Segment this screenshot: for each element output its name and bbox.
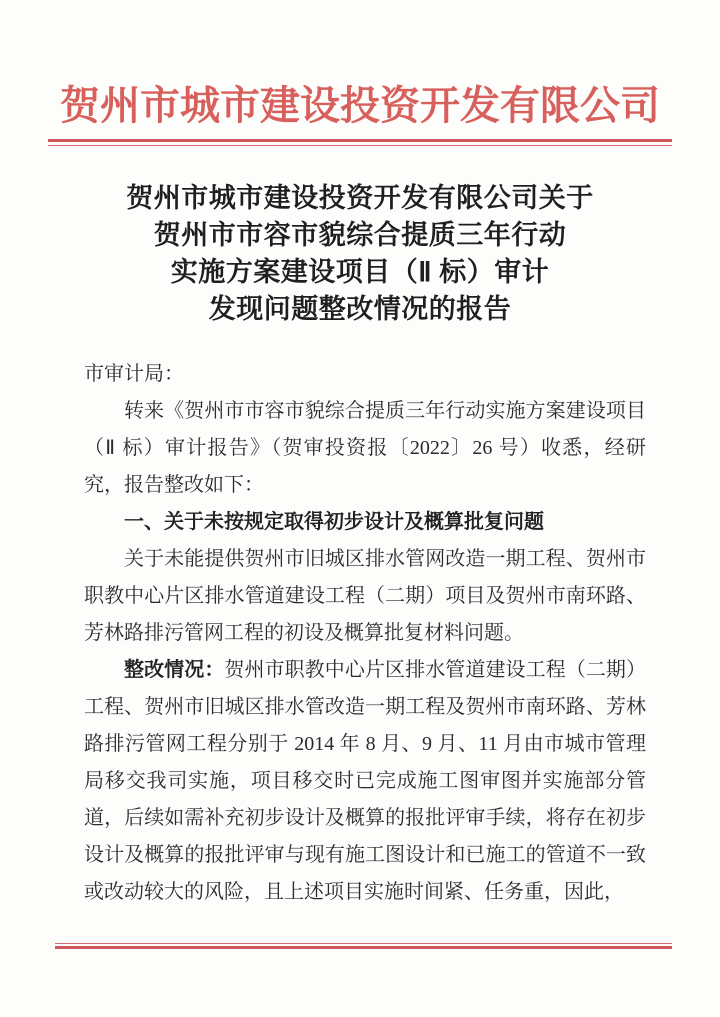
- document-body: [84, 356, 646, 911]
- footer-divider-thick-line: [55, 946, 672, 949]
- document-title-line: 发现问题整改情况的报告: [208, 294, 512, 324]
- footer-divider: [55, 943, 672, 949]
- letterhead-divider-thin-line: [48, 145, 672, 146]
- paragraph-intro: 转来《贺州市市容市貌综合提质三年行动实施方案建设项目（Ⅱ 标）审计报告》（贺审投资报〔2022〕26 号）收悉，经研究，报告整改如下：: [84, 400, 646, 496]
- footer-divider-thin-line: [55, 943, 672, 944]
- rectification-label: 整改情况：: [124, 659, 225, 681]
- document-title-line: 实施方案建设项目（Ⅱ 标）审计: [170, 257, 550, 287]
- paragraph-section-1-rectification: [84, 652, 646, 911]
- document-title-line: 贺州市城市建设投资开发有限公司关于: [126, 183, 594, 213]
- letterhead-divider: [48, 139, 672, 146]
- section-1-heading: 一、关于未按规定取得初步设计及概算批复问题: [124, 511, 544, 533]
- letterhead-org-name: 贺州市城市建设投资开发有限公司: [60, 83, 660, 128]
- document-title: [0, 180, 720, 328]
- letterhead-divider-thick-line: [48, 139, 672, 142]
- salutation: 市审计局：: [84, 363, 184, 385]
- document-title-line: 贺州市市容市貌综合提质三年行动: [153, 220, 567, 250]
- rectification-text: 贺州市职教中心片区排水管道建设工程（二期）工程、贺州市旧城区排水管改造一期工程及贺州市南环路、芳林路排污管网工程分别于 2014 年 8 月、9 月、11 月由市城市管理局移交我司实施，项目移交时已完成施工图审图并实施部分管道，后续如需补充初步设计及概算的报批评审手续，将存在初步设计及概算的报批评审与现有施工图设计和已施工的管道不一致或改动较大的风险，且上述项目实施时间紧、任务重，因此，: [84, 659, 647, 903]
- paragraph-section-1-issue: 关于未能提供贺州市旧城区排水管网改造一期工程、贺州市职教中心片区排水管道建设工程（二期）项目及贺州市南环路、芳林路排污管网工程的初设及概算批复材料问题。: [84, 548, 646, 644]
